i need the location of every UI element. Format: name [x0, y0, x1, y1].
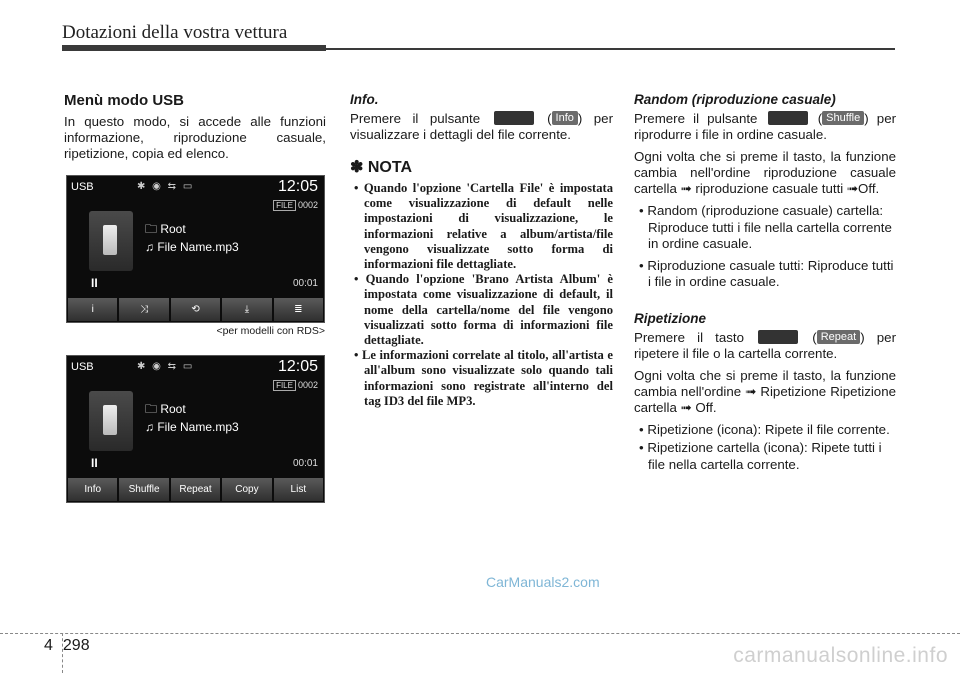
- screen-text-button-bar: [67, 478, 324, 502]
- nota-item: • Quando l'opzione 'Cartella File' è impostata come visualizzazione di default nelle impostazioni di visualizzazione, le informazioni relative a album/artista/file vengono visualizzate sotto forma di informazioni file dettagliate.: [354, 181, 613, 272]
- info-text: Premere il pulsante ( Info ) per visualizzare i dettagli del file corrente.: [350, 111, 613, 142]
- random-heading: Random (riproduzione casuale): [634, 92, 836, 107]
- repeat-icon[interactable]: ⟲: [171, 298, 220, 321]
- usb-screen-rds: [66, 175, 325, 323]
- nota-item: • Quando l'opzione 'Brano Artista Album' è impostata come visualizzazione di default, il nome della cartella/nome del file vengono visualizzati sotto forma di informazioni file dettagliate.: [354, 272, 613, 348]
- screen-song: ♫ File Name.mp3: [145, 420, 239, 434]
- info-heading: Info.: [350, 92, 379, 107]
- header-rule-thin: [326, 48, 895, 50]
- shuffle-inline-label: Shuffle: [822, 111, 864, 125]
- repeat-bullet: • Ripetizione (icona): Ripete il file corrente.: [639, 421, 890, 437]
- screen-elapsed-time: 00:01: [292, 458, 318, 469]
- copy-button[interactable]: Copy: [222, 478, 271, 501]
- screen-folder: 🗀 Root: [145, 222, 186, 236]
- column-info: [350, 92, 613, 409]
- repeat-inline-icon: [758, 330, 798, 344]
- pause-icon[interactable]: II: [91, 456, 98, 470]
- usb-stick-icon: [89, 211, 133, 271]
- usb-stick-icon: [89, 391, 133, 451]
- screen-clock: 12:05: [277, 358, 318, 375]
- footer-separator: [0, 633, 960, 634]
- list-icon[interactable]: ≣: [274, 298, 323, 321]
- usb-screen-standard: [66, 355, 325, 503]
- shuffle-icon[interactable]: ⤨: [119, 298, 168, 321]
- nota-heading: ✽ NOTA: [350, 159, 412, 176]
- info-icon[interactable]: i: [68, 298, 117, 321]
- random-cycle: Ogni volta che si preme il tasto, la funzione cambia nell'ordine riproduzione casuale cartella ➟ riproduzione casuale tutti ➟Off.: [634, 149, 896, 196]
- screen-song: ♫ File Name.mp3: [145, 240, 239, 254]
- info-button[interactable]: Info: [68, 478, 117, 501]
- usb-menu-heading: Menù modo USB: [64, 92, 184, 109]
- repeat-button[interactable]: Repeat: [171, 478, 220, 501]
- screen-elapsed-time: 00:01: [292, 278, 318, 289]
- screen-file-number: FILE 0002: [273, 380, 318, 390]
- repeat-bullet: • Ripetizione cartella (icona): Ripete tutti i file nella cartella corrente.: [639, 440, 882, 472]
- page-number: [44, 637, 90, 655]
- nota-item: • Le informazioni correlate al titolo, all'artista e all'album sono visualizzate solo quando tali informazioni sono registrate all'interno del tag ID3 del file MP3.: [354, 348, 613, 408]
- chapter-number: 4: [44, 637, 53, 654]
- screen-clock: 12:05: [277, 178, 318, 195]
- screen-folder: 🗀 Root: [145, 402, 186, 416]
- random-bullet: • Random (riproduzione casuale) cartella: Riproduce tutti i file nella cartella corrente in ordine casuale.: [639, 203, 892, 251]
- info-inline-icon: [494, 111, 534, 125]
- column-random-repeat: [634, 92, 896, 478]
- screen-icon-button-bar: [67, 298, 324, 322]
- column-usb-menu: [64, 92, 326, 168]
- header-rule: [62, 45, 326, 51]
- pause-icon[interactable]: II: [91, 276, 98, 290]
- footer-site: carmanualsonline.info: [733, 644, 948, 667]
- repeat-cycle: Ogni volta che si preme il tasto, la funzione cambia nell'ordine ➟ Ripetizione Ripetizione cartella ➟ Off.: [634, 367, 896, 415]
- repeat-heading: Ripetizione: [634, 310, 707, 326]
- shuffle-inline-icon: [768, 111, 808, 125]
- shuffle-button[interactable]: Shuffle: [119, 478, 168, 501]
- watermark: CarManuals2.com: [486, 574, 600, 590]
- random-text: Premere il pulsante ( Shuffle ) per riprodurre i file in ordine casuale.: [634, 111, 897, 142]
- screen-status-icons: ✱ ◉ ⇆ ▭: [137, 361, 195, 372]
- info-inline-label: Info: [552, 111, 578, 125]
- screen-source-label: USB: [71, 181, 94, 193]
- repeat-inline-label: Repeat: [817, 330, 860, 344]
- list-button[interactable]: List: [274, 478, 323, 501]
- page-header-title: Dotazioni della vostra vettura: [62, 22, 288, 43]
- random-bullet: • Riproduzione casuale tutti: Riproduce tutti i file in ordine casuale.: [639, 257, 894, 289]
- screen-source-label: USB: [71, 361, 94, 373]
- screen-caption: <per modelli con RDS>: [216, 325, 325, 337]
- usb-menu-intro: In questo modo, si accede alle funzioni informazione, riproduzione casuale, ripetizione, copia ed elenco.: [64, 114, 326, 161]
- page-number-value: 298: [62, 637, 90, 654]
- screen-file-number: FILE 0002: [273, 200, 318, 210]
- repeat-text: Premere il tasto ( Repeat ) per ripetere il file o la cartella corrente.: [634, 329, 896, 361]
- screen-status-icons: ✱ ◉ ⇆ ▭: [137, 181, 195, 192]
- copy-icon[interactable]: ⤓: [222, 298, 271, 321]
